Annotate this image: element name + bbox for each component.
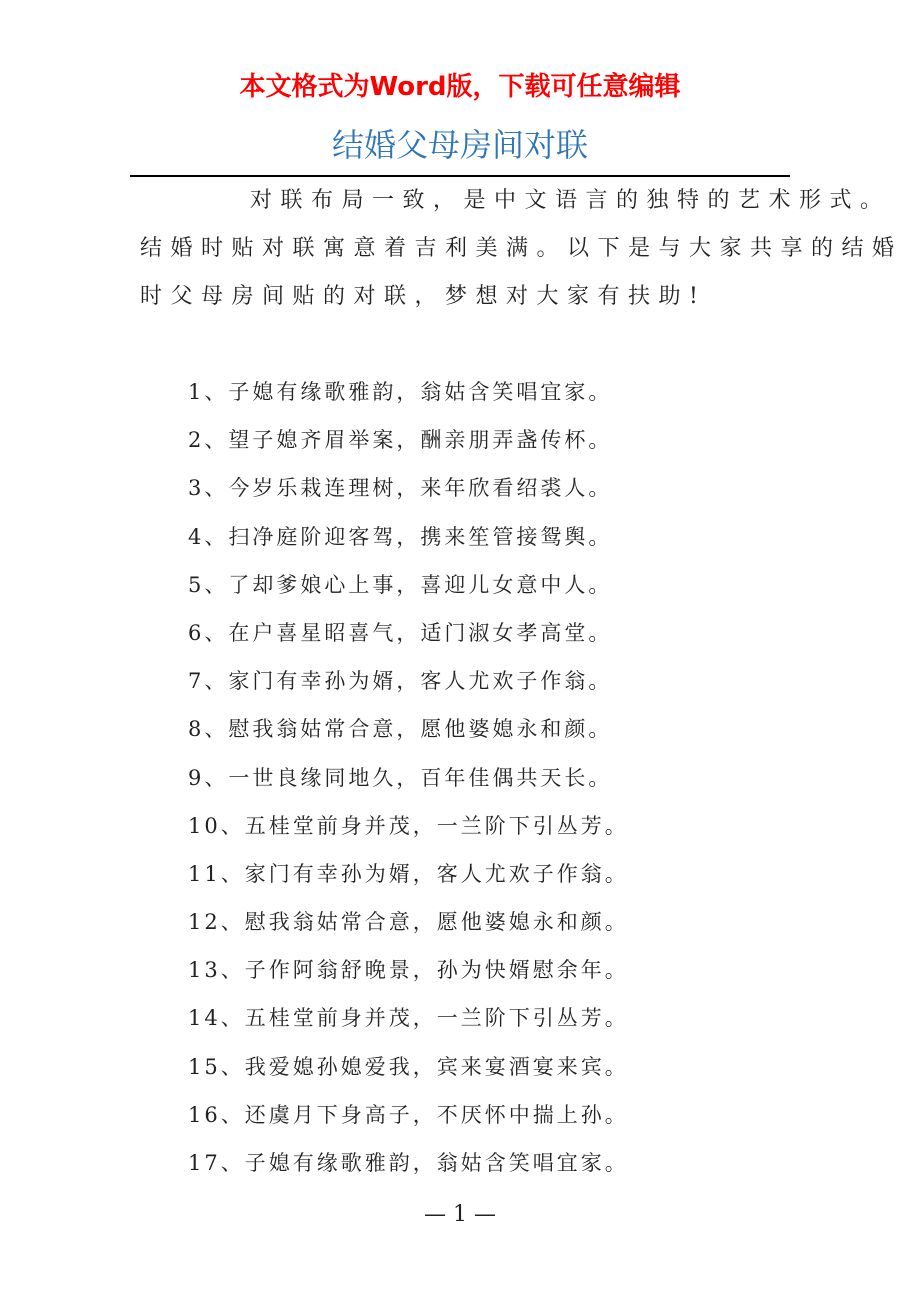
intro-paragraph	[140, 180, 903, 324]
couplet-item: 17、子媳有缘歌雅韵，翁姑含笑唱宜家。	[188, 1151, 629, 1175]
couplet-item: 6、在户喜星昭喜气，适门淑女孝高堂。	[188, 620, 613, 645]
couplet-item: 4、扫净庭阶迎客驾，携来笙管接鸳舆。	[188, 524, 613, 549]
couplet-item: 10、五桂堂前身并茂，一兰阶下引丛芳。	[188, 813, 629, 838]
couplet-item: 13、子作阿翁舒晚景，孙为快婿慰余年。	[188, 958, 629, 983]
couplet-item: 7、家门有幸孙为婿，客人尤欢子作翁。	[188, 669, 613, 694]
editable-notice-banner: 本文格式为Word版，下载可任意编辑	[239, 72, 681, 102]
couplet-item: 15、我爱媳孙媳爱我，宾来宴酒宴来宾。	[188, 1054, 629, 1079]
couplet-item: 1、子媳有缘歌雅韵，翁姑含笑唱宜家。	[188, 380, 613, 404]
couplet-item: 5、了却爹娘心上事，喜迎儿女意中人。	[188, 572, 613, 597]
couplet-item: 8、慰我翁姑常合意，愿他婆媳永和颜。	[188, 717, 613, 742]
couplet-item: 3、今岁乐栽连理树，来年欣看绍裘人。	[188, 476, 613, 501]
couplet-item: 12、慰我翁姑常合意，愿他婆媳永和颜。	[188, 910, 629, 935]
couplet-list	[188, 371, 629, 1190]
page-number: — 1 —	[424, 1202, 496, 1227]
couplet-item: 9、一世良缘同地久，百年佳偶共天长。	[188, 765, 613, 790]
couplet-item: 16、还虞月下身高子，不厌怀中揣上孙。	[188, 1102, 629, 1127]
intro-line: 结婚时贴对联寓意着吉利美满。以下是与大家共享的结婚	[140, 236, 903, 261]
couplet-item: 2、望子媳齐眉举案，酬亲朋弄盏传杯。	[188, 428, 613, 453]
couplet-item: 14、五桂堂前身并茂，一兰阶下引丛芳。	[188, 1006, 629, 1031]
couplet-item: 11、家门有幸孙为婿，客人尤欢子作翁。	[188, 861, 629, 886]
intro-line: 对联布局一致，是中文语言的独特的艺术形式。	[250, 188, 891, 213]
intro-line: 时父母房间贴的对联，梦想对大家有扶助!	[140, 284, 707, 309]
title-divider	[130, 175, 790, 177]
document-title: 结婚父母房间对联	[331, 126, 588, 164]
